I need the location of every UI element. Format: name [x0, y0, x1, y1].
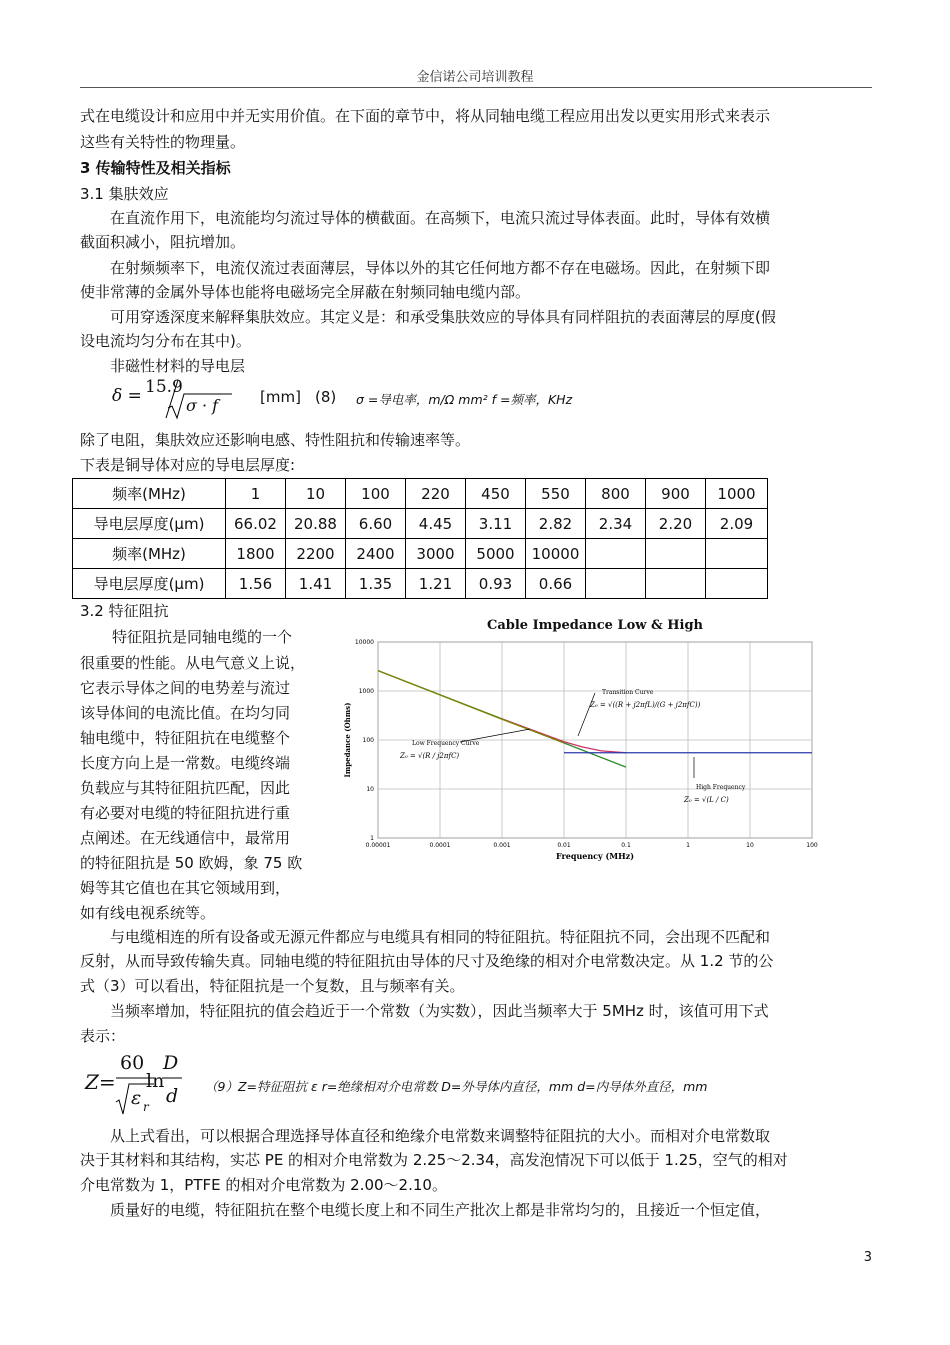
- para-5: 除了电阻，集肤效应还影响电感、特性阻抗和传输速率等。: [80, 431, 471, 449]
- chart-title: Cable Impedance Low & High: [486, 618, 704, 633]
- para-10: 质量好的电缆，特征阻抗在整个电缆长度上和不同生产批次上都是非常均匀的，且接近一个恒定值，: [110, 1201, 771, 1219]
- formula-8-denominator: σ · f: [186, 396, 219, 415]
- section-3-title: 3 传输特性及相关指标: [80, 159, 231, 177]
- table-cell: 800: [586, 479, 646, 509]
- y-axis-label: Impedance (Ohms): [343, 702, 352, 778]
- y-tick-label: 1000: [358, 688, 374, 695]
- table-row: [73, 569, 768, 599]
- x-tick-label: 0.00001: [365, 842, 391, 849]
- para-top-1: 式在电缆设计和应用中并无实用价值。在下面的章节中，将从同轴电缆工程应用出发以更实用形式来表示: [80, 107, 771, 125]
- annotation-label: Transition Curve: [602, 689, 654, 696]
- table-cell: [586, 569, 646, 599]
- x-tick-label: 10: [746, 842, 754, 849]
- para-8-1: 当频率增加，特征阻抗的值会趋近于一个常数（为实数），因此当频率大于 5MHz 时，该值可用下式: [110, 1002, 769, 1020]
- para-9-2: 决于其材料和其结构，实芯 PE 的相对介电常数为 2.25～2.34，高发泡情况下可以低于 1.25，空气的相对: [80, 1151, 788, 1169]
- x-tick-label: 1: [686, 842, 690, 849]
- header-divider: [80, 87, 872, 88]
- skin-depth-table: [72, 478, 768, 599]
- x-tick-label: 0.0001: [429, 842, 451, 849]
- table-cell: [646, 539, 706, 569]
- table-cell: 100: [346, 479, 406, 509]
- table-cell: [586, 539, 646, 569]
- section-3-2-title: 3.2 特征阻抗: [80, 602, 169, 620]
- formula-8-note: σ =导电率，m/Ω mm² f =频率，KHz: [356, 392, 573, 407]
- table-cell: 1.21: [406, 569, 466, 599]
- table-cell: 导电层厚度(μm): [73, 569, 226, 599]
- table-cell: [706, 539, 768, 569]
- formula-9-numerator: 60: [120, 1052, 145, 1074]
- table-cell: 0.66: [526, 569, 586, 599]
- para-9-3: 介电常数为 1，PTFE 的相对介电常数为 2.00～2.10。: [80, 1176, 447, 1194]
- para-1-1: 在直流作用下，电流能均匀流过导体的横截面。在高频下，电流只流过导体表面。此时，导体有效横: [110, 209, 771, 227]
- table-cell: 2200: [286, 539, 346, 569]
- annotation-label: Low Frequency Curve: [412, 740, 480, 747]
- table-cell: 550: [526, 479, 586, 509]
- formula-9-d: d: [166, 1085, 179, 1107]
- table-cell: 1.35: [346, 569, 406, 599]
- table-cell: 10000: [526, 539, 586, 569]
- para-1-2: 截面积减小，阻抗增加。: [80, 233, 246, 251]
- table-cell: 6.60: [346, 509, 406, 539]
- wrap-text-line: 长度方向上是一常数。电缆终端: [80, 754, 291, 772]
- table-cell: 1800: [226, 539, 286, 569]
- table-cell: 66.02: [226, 509, 286, 539]
- table-cell: 900: [646, 479, 706, 509]
- para-7-3: 式（3）可以看出，特征阻抗是一个复数，且与频率有关。: [80, 977, 465, 995]
- table-row: [73, 509, 768, 539]
- table-cell: 2.34: [586, 509, 646, 539]
- wrap-text-line: 如有线电视系统等。: [80, 904, 216, 922]
- x-tick-label: 0.1: [621, 842, 631, 849]
- wrap-text-line: 轴电缆中，特征阻抗在电缆整个: [80, 729, 291, 747]
- table-cell: 3000: [406, 539, 466, 569]
- table-cell: 450: [466, 479, 526, 509]
- formula-9-ln: ln: [146, 1070, 165, 1092]
- para-8-2: 表示：: [80, 1027, 126, 1045]
- para-2-1: 在射频频率下，电流仅流过表面薄层，导体以外的其它任何地方都不存在电磁场。因此，在射频下即: [110, 259, 771, 277]
- table-cell: 1.56: [226, 569, 286, 599]
- table-cell: 3.11: [466, 509, 526, 539]
- formula-8-unit: [mm]: [260, 388, 301, 406]
- para-7-2: 反射，从而导致传输失真。同轴电缆的特征阻抗由导体的尺寸及绝缘的相对介电常数决定。从 1.2 节的公: [80, 952, 774, 970]
- wrap-text-line: 它表示导体之间的电势差与流过: [80, 679, 291, 697]
- para-6: 下表是铜导体对应的导电层厚度:: [80, 456, 296, 474]
- y-tick-label: 100: [362, 737, 374, 744]
- formula-9-epsilon: ε: [131, 1087, 142, 1109]
- y-tick-label: 10000: [354, 639, 374, 646]
- annotation-formula: Z₀ = √(L / C): [684, 796, 729, 804]
- para-3-1: 可用穿透深度来解释集肤效应。其定义是：和承受集肤效应的导体具有同样阻抗的表面薄层的厚度(假: [110, 308, 776, 326]
- page-header: 金信诺公司培训教程: [416, 70, 534, 85]
- para-9-1: 从上式看出，可以根据合理选择导体直径和绝缘介电常数来调整特征阻抗的大小。而相对介电常数取: [110, 1127, 771, 1145]
- table-row: [73, 539, 768, 569]
- formula-9-epsilon-sub: r: [143, 1100, 149, 1114]
- annotation-label: High Frequency: [696, 784, 746, 791]
- impedance-chart: [340, 632, 840, 872]
- x-axis-label: Frequency (MHz): [556, 851, 634, 861]
- wrap-text-line: 负载应与其特征阻抗匹配，因此: [80, 779, 291, 797]
- annotation-formula: Z₀ = √((R + j2πfL)/(G + j2πfC)): [590, 701, 701, 709]
- x-tick-label: 0.001: [493, 842, 511, 849]
- table-cell: 10: [286, 479, 346, 509]
- table-cell: 2400: [346, 539, 406, 569]
- wrap-text-line: 该导体间的电流比值。在均匀同: [80, 704, 291, 722]
- wrap-text-line: 点阐述。在无线通信中，最常用: [80, 829, 291, 847]
- table-row: [73, 479, 768, 509]
- annotation-formula: Z₀ = √(R / j2πfC): [400, 752, 460, 760]
- table-cell: 0.93: [466, 569, 526, 599]
- para-top-2: 这些有关特性的物理量。: [80, 133, 246, 151]
- section-3-1-title: 3.1 集肤效应: [80, 185, 169, 203]
- formula-8-number: (8): [315, 388, 337, 406]
- para-7-1: 与电缆相连的所有设备或无源元件都应与电缆具有相同的特征阻抗。特征阻抗不同，会出现不匹配和: [110, 928, 771, 946]
- x-tick-label: 100: [806, 842, 818, 849]
- table-cell: 2.09: [706, 509, 768, 539]
- formula-9-note: （9）Z=特征阻抗 ε r=绝缘相对介电常数 D=外导体内直径，mm d=内导体外直径，mm: [205, 1079, 708, 1094]
- para-2-2: 使非常薄的金属外导体也能将电磁场完全屏蔽在射频同轴电缆内部。: [80, 283, 531, 301]
- table-cell: 1.41: [286, 569, 346, 599]
- formula-9-lhs: Z=: [85, 1070, 116, 1094]
- table-cell: 20.88: [286, 509, 346, 539]
- page-number: 3: [863, 1250, 872, 1265]
- formula-9-D: D: [163, 1052, 179, 1074]
- table-cell: [706, 569, 768, 599]
- wrap-text-line: 很重要的性能。从电气意义上说，: [80, 654, 306, 672]
- table-cell: 1000: [706, 479, 768, 509]
- table-cell: 2.20: [646, 509, 706, 539]
- para-4: 非磁性材料的导电层: [110, 357, 246, 375]
- wrap-text-line: 姆等其它值也在其它领域用到，: [80, 879, 291, 897]
- table-cell: 频率(MHz): [73, 479, 226, 509]
- table-cell: 4.45: [406, 509, 466, 539]
- y-tick-label: 10: [366, 786, 374, 793]
- table-cell: 2.82: [526, 509, 586, 539]
- para-3-2: 设电流均匀分布在其中)。: [80, 332, 251, 350]
- table-cell: 5000: [466, 539, 526, 569]
- table-cell: 220: [406, 479, 466, 509]
- y-tick-label: 1: [370, 835, 374, 842]
- formula-8-numerator: 15.9: [145, 377, 183, 397]
- x-tick-label: 0.01: [557, 842, 571, 849]
- wrap-text-line: 特征阻抗是同轴电缆的一个: [112, 628, 293, 646]
- table-cell: 导电层厚度(μm): [73, 509, 226, 539]
- table-cell: 频率(MHz): [73, 539, 226, 569]
- wrap-text-line: 的特征阻抗是 50 欧姆，象 75 欧: [80, 854, 303, 872]
- table-cell: [646, 569, 706, 599]
- formula-8-lhs: δ =: [112, 386, 142, 406]
- table-cell: 1: [226, 479, 286, 509]
- wrap-text-line: 有必要对电缆的特征阻抗进行重: [80, 804, 291, 822]
